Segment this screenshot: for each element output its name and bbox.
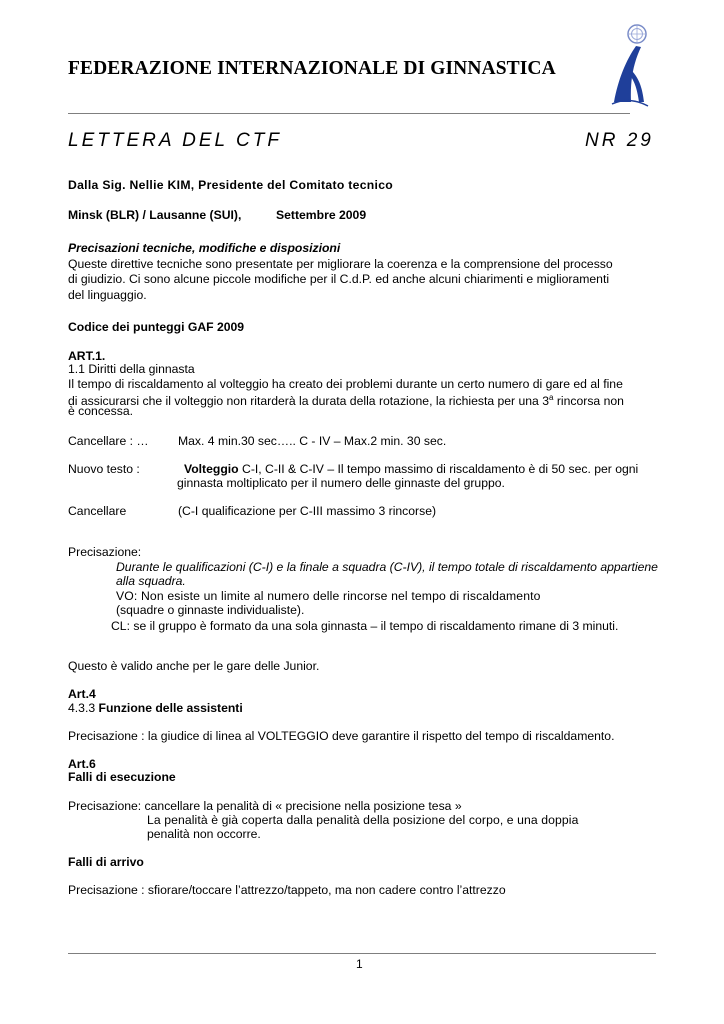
falli-arrivo-precisazione: Precisazione : sfiorare/toccare l’attrezzo/tappeto, ma non cadere contro l’attrezzo — [68, 883, 506, 897]
new-text-bold: Volteggio — [184, 462, 239, 476]
junior-note: Questo è valido anche per le gare delle Junior. — [68, 659, 320, 673]
cancel2-text: (C-I qualificazione per C-III massimo 3 rincorse) — [178, 504, 437, 518]
section-text-line: Queste direttive tecniche sono presentate per migliorare la coerenza e la comprensione del processo — [68, 257, 613, 271]
falli-arrivo-heading: Falli di arrivo — [68, 855, 144, 869]
art1-text-line: Il tempo di riscaldamento al volteggio ha creato dei problemi durante un certo numero di gare ed al fine — [68, 377, 623, 391]
precisazione-label: Precisazione: — [68, 545, 142, 559]
organization-title: FEDERAZIONE INTERNAZIONALE DI GINNASTICA — [68, 58, 556, 79]
art1-subheading: 1.1 Diritti della ginnasta — [68, 362, 195, 376]
footer-divider — [68, 953, 656, 954]
from-line: Dalla Sig. Nellie KIM, Presidente del Comitato tecnico — [68, 178, 394, 192]
page-number: 1 — [356, 957, 363, 971]
section-text-line: di giudizio. Ci sono alcune piccole modifiche per il C.d.P. ed anche alcuni chiarimenti e miglioramenti — [68, 272, 610, 286]
art4-heading: Art.4 — [68, 687, 96, 701]
vo-line: VO: Non esiste un limite al numero delle rincorse nel tempo di riscaldamento — [116, 589, 541, 603]
cl-line: CL: se il gruppo è formato da una sola ginnasta – il tempo di riscaldamento rimane di 3 minuti. — [111, 619, 619, 633]
vo-line: (squadre o ginnaste individualiste). — [116, 603, 305, 617]
header-divider — [68, 113, 630, 114]
art1-text-part: di assicurarsi che il volteggio non ritarderà la durata della rotazione, la richiesta per una 3 — [68, 394, 549, 409]
precisazione-italic-line: Durante le qualificazioni (C-I) e la finale a squadra (C-IV), il tempo totale di riscaldamento appartiene — [116, 560, 658, 574]
art1-text-part: rincorsa non — [553, 394, 624, 409]
superscript: a — [549, 393, 554, 402]
section-heading: Precisazioni tecniche, modifiche e disposizioni — [68, 241, 341, 255]
precisazione-italic-line: alla squadra. — [116, 574, 186, 588]
art4-precisazione: Precisazione : la giudice di linea al VOLTEGGIO deve garantire il rispetto del tempo di riscaldamento. — [68, 729, 615, 743]
place-line: Minsk (BLR) / Lausanne (SUI), — [68, 208, 242, 222]
cancel-label: Cancellare : … — [68, 434, 149, 448]
art1-text-line: è concessa. — [68, 404, 134, 418]
section-text-line: del linguaggio. — [68, 288, 147, 302]
cancel2-label: Cancellare — [68, 504, 127, 518]
art6-subheading: Falli di esecuzione — [68, 770, 176, 784]
fig-logo-icon — [604, 20, 654, 110]
art4-sub-title: Funzione delle assistenti — [98, 701, 243, 715]
art6-precisazione-line: penalità non occorre. — [147, 827, 261, 841]
date-line: Settembre 2009 — [276, 208, 367, 222]
art4-sub-number: 4.3.3 — [68, 701, 99, 715]
art6-precisazione-line: Precisazione: cancellare la penalità di « precisione nella posizione tesa » — [68, 799, 462, 813]
art6-heading: Art.6 — [68, 757, 96, 771]
new-text-part: C-I, C-II & C-IV – Il tempo massimo di riscaldamento è di 50 sec. per ogni — [238, 462, 639, 476]
codice-heading: Codice dei punteggi GAF 2009 — [68, 320, 245, 334]
new-text-line: ginnasta moltiplicato per il numero delle ginnaste del gruppo. — [177, 476, 505, 490]
cancel-text: Max. 4 min.30 sec….. C - IV – Max.2 min. 30 sec. — [178, 434, 447, 448]
art6-precisazione-line: La penalità è già coperta dalla penalità della posizione del corpo, e una doppia — [147, 813, 579, 827]
new-text-line — [184, 462, 638, 476]
letter-title: LETTERA DEL CTF — [68, 130, 282, 151]
letter-number: NR 29 — [585, 130, 654, 151]
art1-text-line — [68, 391, 624, 408]
new-text-label: Nuovo testo : — [68, 462, 140, 476]
art1-heading: ART.1. — [68, 349, 106, 363]
art4-subheading — [68, 701, 243, 715]
